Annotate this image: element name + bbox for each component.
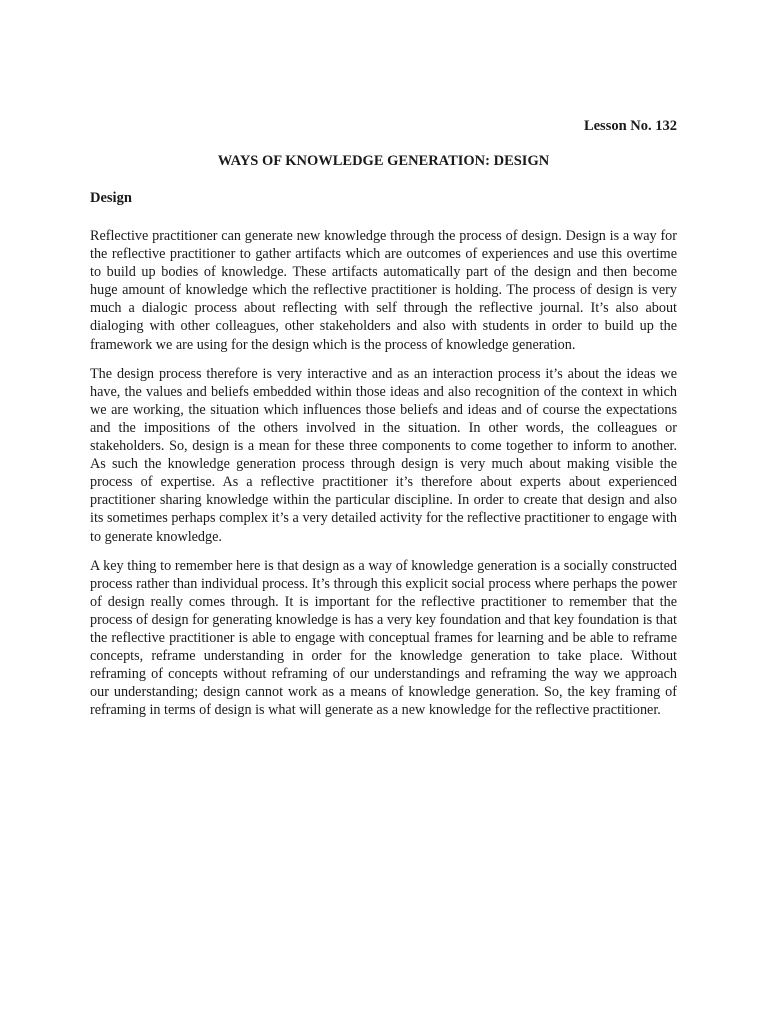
page-title: WAYS OF KNOWLEDGE GENERATION: DESIGN [217,153,550,169]
lesson-number: Lesson No. 132 [583,118,677,134]
document-page [90,116,677,730]
paragraph-3: A key thing to remember here is that design as a way of knowledge generation is a socially constructed process rather than individual process. It’s through this explicit social process where perhaps the power of design really comes through. It is important for the reflective practitioner to remember that the process of design for generating knowledge is has a very key foundation and that key foundation is that the reflective practitioner is able to engage with conceptual frames for learning and be able to reframe concepts, reframe understanding in order for the knowledge generation to take place. Without reframing of concepts without reframing of our understandings and reframing the way we approach our understanding; design cannot work as a means of knowledge generation. So, the key framing of reframing in terms of design is what will generate as a new knowledge for the reflective practitioner. [90,557,677,719]
section-heading: Design [90,190,132,206]
paragraph-1: Reflective practitioner can generate new knowledge through the process of design. Design is a way for the reflective practitioner to gather artifacts which are outcomes of experiences and use this overtime to build up bodies of knowledge. These artifacts automatically part of the design and then become huge amount of knowledge which the reflective practitioner is holding. The process of design is very much a dialogic process about reflecting with self through the reflective journal. It’s also about dialoging with other colleagues, other stakeholders and also with students in order to build up the framework we are using for the design which is the process of knowledge generation. [90,228,677,353]
paragraph-2: The design process therefore is very interactive and as an interaction process it’s about the ideas we have, the values and beliefs embedded within those ideas and also recognition of the context in which we are working, the situation which influences those beliefs and ideas and of course the expectations and the impositions of the others involved in the situation. In other words, the colleagues or stakeholders. So, design is a mean for these three components to come together to inform to another. As such the knowledge generation process through design is very much about making visible the process of expertise. As a reflective practitioner it’s therefore about experts about experienced practitioner sharing knowledge within the particular discipline. In order to create that design and also its sometimes perhaps complex it’s a very detailed activity for the reflective practitioner to engage with to generate knowledge. [90,365,677,545]
